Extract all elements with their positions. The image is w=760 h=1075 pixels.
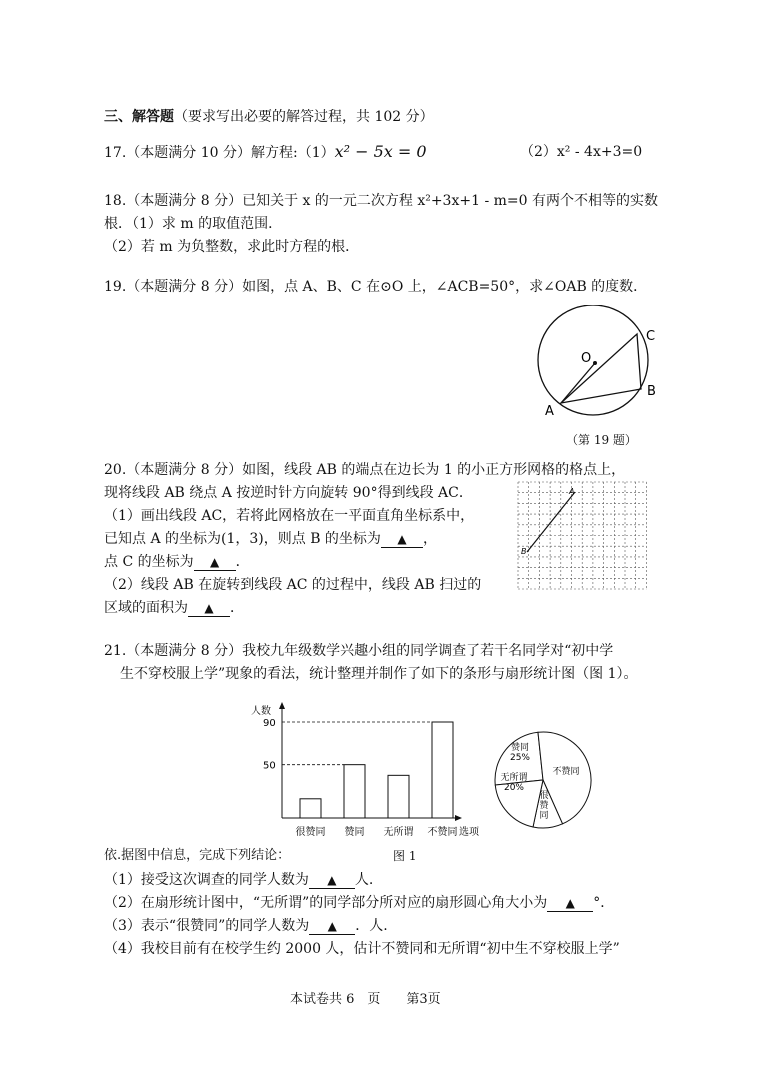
q17-eq1: x² − 5x = 0: [334, 142, 427, 161]
y-tick-label: 90: [263, 718, 276, 729]
x-tick-label: 无所谓: [383, 827, 414, 838]
slice-label-无所谓: 无所谓 20%: [500, 773, 528, 793]
segment-ab: [527, 492, 575, 552]
triangle-abc: [561, 334, 641, 403]
q20-blank-area[interactable]: ▲: [188, 600, 230, 617]
q20-line1: 20.（本题满分 8 分）如图，线段 AB 的端点在边长为 1 的小正方形网格的格点上，: [104, 462, 626, 478]
slice-label-很赞同: 很赞同: [539, 791, 549, 821]
q21-blank-3[interactable]: ▲: [309, 918, 355, 935]
center-o-point: [593, 361, 597, 365]
q17-eq2: （2）x² - 4x+3=0: [520, 144, 643, 160]
section-header: [104, 107, 434, 127]
q21-p1-text: （1）接受这次调查的同学人数为: [104, 872, 309, 888]
q21-p2: [104, 893, 614, 913]
figure-label: 图 1: [393, 849, 417, 863]
q20-blank-c[interactable]: ▲: [194, 554, 236, 571]
x-tick-label: 赞同: [344, 827, 365, 838]
x-axis-arrow: [455, 815, 462, 821]
q21-blank-2[interactable]: ▲: [547, 895, 593, 912]
q20-period-1: ．: [235, 554, 250, 570]
q20-line3: （1）画出线段 AC，若将此网格放在一平面直角坐标系中，: [104, 508, 475, 524]
q20-grid-figure: [516, 480, 648, 590]
y-axis-arrow: [279, 702, 285, 709]
section-title: 三、解答题: [104, 109, 174, 125]
q20-comma: ，: [422, 531, 437, 547]
q21-intro: 依.据图中信息，完成下列结论：: [104, 848, 291, 863]
q19-caption: （第 19 题）: [566, 433, 637, 447]
bar-无所谓: [388, 775, 409, 818]
grid-label-a: A: [569, 487, 575, 496]
section-note: （要求写出必要的解答过程，共 102 分）: [174, 109, 434, 125]
q21-blank-1[interactable]: ▲: [309, 872, 355, 889]
q20-line4-text: 已知点 A 的坐标为(1，3)，则点 B 的坐标为: [104, 531, 381, 547]
bar-赞同: [344, 765, 365, 818]
q18-line3: （2）若 m 为负整数，求此时方程的根．: [104, 239, 360, 255]
q21-p1: [104, 870, 373, 890]
q20-line5-text: 点 C 的坐标为: [104, 554, 194, 570]
x-tick-label: 很赞同: [295, 827, 326, 838]
bar-很赞同: [300, 799, 321, 818]
q21-p2-unit: °．: [593, 895, 615, 911]
q18-line1: 18.（本题满分 8 分）已知关于 x 的一元二次方程 x²+3x+1 - m=0 有两个不相等的实数: [104, 193, 658, 209]
q20-line7: [104, 598, 244, 618]
q19-text: 19.（本题满分 8 分）如图，点 A、B、C 在⊙O 上，∠ACB=50°，求∠OAB 的度数．: [104, 279, 648, 295]
pie-chart: [488, 728, 598, 832]
segment-oa: [561, 363, 595, 403]
grid-label-b: B: [521, 547, 527, 556]
q18-line2: 根．（1）求 m 的取值范围．: [104, 216, 283, 232]
q20-line5: [104, 552, 250, 572]
q20-line2: 现将线段 AB 绕点 A 按逆时针方向旋转 90°得到线段 AC．: [104, 485, 473, 501]
bar-chart: [245, 700, 485, 842]
y-tick-label: 50: [263, 760, 276, 772]
q20-blank-b[interactable]: ▲: [381, 531, 423, 548]
q21-p3-unit: ．人.: [355, 918, 388, 934]
q17-head: 17.（本题满分 10 分）解方程:（1）: [104, 145, 335, 161]
label-o: O: [581, 351, 592, 366]
y-axis-label: 人数: [251, 706, 271, 717]
q20-line6: （2）线段 AB 在旋转到线段 AC 的过程中，线段 AB 扫过的: [104, 577, 482, 593]
q20-line7-text: 区域的面积为: [104, 600, 188, 616]
label-c: C: [646, 329, 656, 344]
label-b: B: [647, 384, 656, 399]
page-footer: 本试卷共 6 页 第3页: [290, 992, 441, 1007]
q21-p3: [104, 916, 388, 936]
slice-label-不赞同: 不赞同: [552, 767, 580, 777]
circle-o: [538, 305, 648, 415]
q21-p3-text: （3）表示“很赞同”的同学人数为: [104, 918, 310, 934]
q21-p4: （4）我校目前有在校学生约 2000 人，估计不赞同和无所谓“初中生不穿校服上学”: [104, 941, 620, 957]
slice-label-赞同: 赞同 25%: [509, 743, 531, 763]
q21-p2-text: （2）在扇形统计图中，“无所谓”的同学部分所对应的扇形圆心角大小为: [104, 895, 548, 911]
q21-p1-unit: 人.: [354, 872, 374, 888]
x-tick-label: 不赞同: [427, 827, 458, 838]
bar-不赞同: [432, 722, 453, 818]
q21-line2: 生不穿校服上学”现象的看法，统计整理并制作了如下的条形与扇形统计图（图 1）。: [120, 666, 638, 682]
q19-circle-figure: [525, 305, 675, 420]
q20-period-2: ．: [230, 600, 244, 616]
q20-line4: [104, 529, 437, 549]
x-axis-label: 选项: [459, 827, 479, 838]
q21-line1: 21.（本题满分 8 分）我校九年级数学兴趣小组的同学调查了若干名同学对“初中学: [104, 643, 614, 659]
label-a: A: [545, 404, 554, 419]
q17-line: [104, 142, 427, 163]
